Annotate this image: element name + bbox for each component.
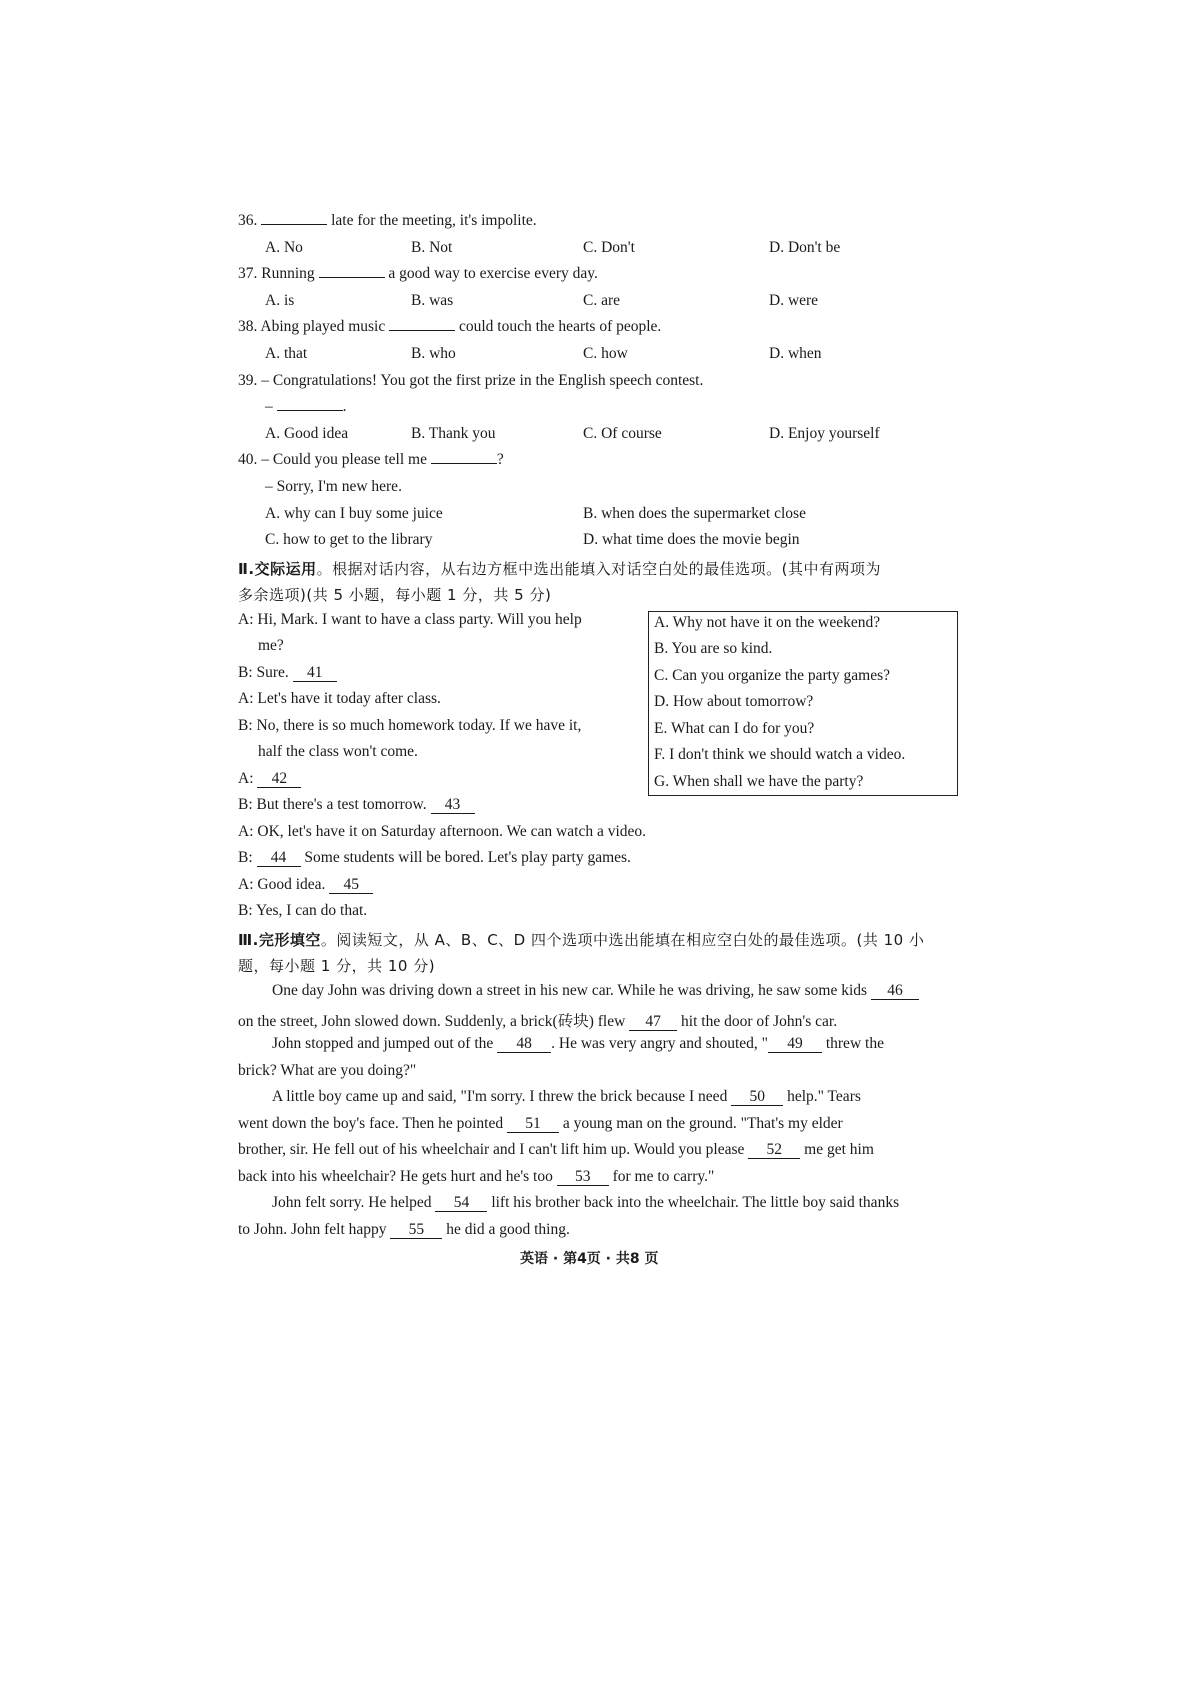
option-a: A. that — [265, 345, 308, 362]
dialogue-line: B: No, there is so much homework today. If we have it, — [238, 717, 582, 734]
dialogue-text: B: Sure. — [238, 664, 289, 681]
option-c: C. Of course — [583, 425, 662, 442]
passage-line — [238, 1115, 843, 1133]
dialogue-options-box — [648, 611, 958, 796]
option-a: A. why can I buy some juice — [265, 505, 443, 522]
answer-blank[interactable] — [261, 224, 327, 225]
passage-text: for me to carry." — [612, 1168, 715, 1185]
option-d: D. were — [769, 292, 819, 309]
passage-line: brick? What are you doing?" — [238, 1062, 417, 1079]
passage-text: on the street, John slowed down. Suddenly, a brick(砖块) flew — [238, 1013, 626, 1030]
passage-text: a young man on the ground. "That's my elder — [562, 1115, 843, 1132]
passage-text: A little boy came up and said, "I'm sorry. I threw the brick because I need — [272, 1088, 728, 1105]
answer-blank[interactable] — [431, 463, 497, 464]
dialogue-line: A: Let's have it today after class. — [238, 690, 441, 707]
question-40-stem — [238, 451, 504, 469]
option-a: A. is — [265, 292, 295, 309]
dialogue-line — [238, 664, 337, 682]
passage-line — [238, 1168, 714, 1186]
period: . — [342, 398, 347, 415]
section-2-heading-line2: 多余选项)(共 5 小题，每小题 1 分，共 5 分) — [238, 586, 552, 604]
blank-43[interactable]: 43 — [431, 797, 475, 814]
dash: – — [265, 398, 273, 415]
dialogue-text: Some students will be bored. Let's play party games. — [304, 849, 631, 866]
passage-line — [272, 1088, 861, 1106]
dialogue-text: A: Good idea. — [238, 876, 326, 893]
question-37-stem — [238, 265, 598, 283]
blank-41[interactable]: 41 — [293, 665, 337, 682]
question-39-stem: 39. – Congratulations! You got the first prize in the English speech contest. — [238, 372, 704, 389]
section-2-instructions: 。根据对话内容，从右边方框中选出能填入对话空白处的最佳选项。(其中有两项为 — [316, 560, 881, 578]
passage-text: threw the — [825, 1035, 884, 1052]
dialogue-line: A: OK, let's have it on Saturday afternoon. We can watch a video. — [238, 823, 647, 840]
passage-text: back into his wheelchair? He gets hurt and he's too — [238, 1168, 553, 1185]
answer-blank[interactable] — [277, 410, 343, 411]
option-d: D. Enjoy yourself — [769, 425, 880, 442]
option-c: C. are — [583, 292, 621, 309]
question-text: could touch the hearts of people. — [459, 318, 662, 335]
passage-text: me get him — [804, 1141, 874, 1158]
passage-line — [238, 1009, 837, 1031]
passage-line — [238, 1221, 570, 1239]
dialogue-line: me? — [258, 637, 284, 654]
dialogue-line — [238, 849, 631, 867]
passage-line — [272, 1035, 884, 1053]
blank-42[interactable]: 42 — [257, 771, 301, 788]
page-footer: 英语 · 第4页 · 共8 页 — [520, 1251, 659, 1267]
question-text: a good way to exercise every day. — [388, 265, 598, 282]
question-text: late for the meeting, it's impolite. — [331, 212, 537, 229]
option-d: D. when — [769, 345, 822, 362]
blank-45[interactable]: 45 — [329, 877, 373, 894]
passage-line — [272, 1194, 899, 1212]
passage-text: lift his brother back into the wheelchair. The little boy said thanks — [491, 1194, 900, 1211]
option-c: C. how — [583, 345, 628, 362]
blank-49[interactable]: 49 — [768, 1036, 822, 1053]
dialogue-line: half the class won't come. — [258, 743, 418, 760]
dialogue-text: A: — [238, 770, 254, 787]
passage-text: John stopped and jumped out of the — [272, 1035, 494, 1052]
question-38-stem — [238, 318, 661, 336]
passage-text: John felt sorry. He helped — [272, 1194, 432, 1211]
dialogue-text: B: — [238, 849, 253, 866]
passage-text: help." Tears — [787, 1088, 861, 1105]
option-c: C. how to get to the library — [265, 531, 433, 548]
dialogue-line: A: Hi, Mark. I want to have a class party. Will you help — [238, 611, 582, 628]
section-3-heading — [238, 929, 924, 950]
blank-53[interactable]: 53 — [557, 1169, 609, 1186]
question-text: 40. – Could you please tell me — [238, 451, 427, 468]
dialogue-line — [238, 770, 301, 788]
question-number: 36. — [238, 212, 258, 229]
blank-52[interactable]: 52 — [748, 1142, 800, 1159]
answer-blank[interactable] — [319, 277, 385, 278]
blank-48[interactable]: 48 — [497, 1036, 551, 1053]
dialogue-line: B: Yes, I can do that. — [238, 902, 368, 919]
question-mark: ? — [496, 451, 504, 468]
box-option-g: G. When shall we have the party? — [654, 773, 864, 790]
passage-line — [272, 982, 919, 1000]
section-3-instructions: 。阅读短文，从 A、B、C、D 四个选项中选出能填在相应空白处的最佳选项。(共 10 小 — [320, 931, 925, 949]
passage-line — [238, 1141, 874, 1159]
question-text: 37. Running — [238, 265, 315, 282]
passage-text: One day John was driving down a street in his new car. While he was driving, he saw some kids — [272, 982, 868, 999]
passage-text: went down the boy's face. Then he pointed — [238, 1115, 504, 1132]
option-d: D. Don't be — [769, 239, 841, 256]
option-a: A. Good idea — [265, 425, 349, 442]
option-b: B. Thank you — [411, 425, 496, 442]
section-3-heading-line2: 题，每小题 1 分，共 10 分) — [238, 957, 436, 975]
passage-text: he did a good thing. — [446, 1221, 570, 1238]
question-text: 38. Abing played music — [238, 318, 386, 335]
blank-44[interactable]: 44 — [257, 850, 301, 867]
box-option-c: C. Can you organize the party games? — [654, 667, 891, 684]
passage-text: brother, sir. He fell out of his wheelchair and I can't lift him up. Would you please — [238, 1141, 745, 1158]
option-b: B. who — [411, 345, 456, 362]
dialogue-text: B: But there's a test tomorrow. — [238, 796, 427, 813]
box-option-d: D. How about tomorrow? — [654, 693, 814, 710]
blank-46[interactable]: 46 — [871, 983, 919, 1000]
passage-text: to John. John felt happy — [238, 1221, 387, 1238]
passage-text: hit the door of John's car. — [681, 1013, 838, 1030]
box-option-f: F. I don't think we should watch a video. — [654, 746, 906, 763]
section-2-heading — [238, 558, 881, 579]
option-b: B. was — [411, 292, 454, 309]
section-3-title: Ⅲ.完形填空 — [238, 931, 321, 949]
dialogue-line — [238, 876, 373, 894]
section-2-title: Ⅱ.交际运用 — [238, 560, 317, 578]
question-40-reply: – Sorry, I'm new here. — [265, 478, 402, 495]
option-b: B. when does the supermarket close — [583, 505, 806, 522]
box-option-e: E. What can I do for you? — [654, 720, 815, 737]
blank-47[interactable]: 47 — [629, 1014, 677, 1031]
dialogue-line — [238, 796, 475, 814]
passage-text: . He was very angry and shouted, " — [551, 1035, 768, 1052]
question-36-stem — [238, 212, 537, 230]
box-option-b: B. You are so kind. — [654, 640, 773, 657]
option-b: B. Not — [411, 239, 453, 256]
blank-55[interactable]: 55 — [390, 1222, 442, 1239]
blank-50[interactable]: 50 — [731, 1089, 783, 1106]
option-a: A. No — [265, 239, 303, 256]
answer-blank[interactable] — [389, 330, 455, 331]
option-d: D. what time does the movie begin — [583, 531, 800, 548]
box-option-a: A. Why not have it on the weekend? — [654, 614, 881, 631]
question-39-reply — [265, 398, 347, 416]
blank-54[interactable]: 54 — [435, 1195, 487, 1212]
blank-51[interactable]: 51 — [507, 1116, 559, 1133]
option-c: C. Don't — [583, 239, 635, 256]
